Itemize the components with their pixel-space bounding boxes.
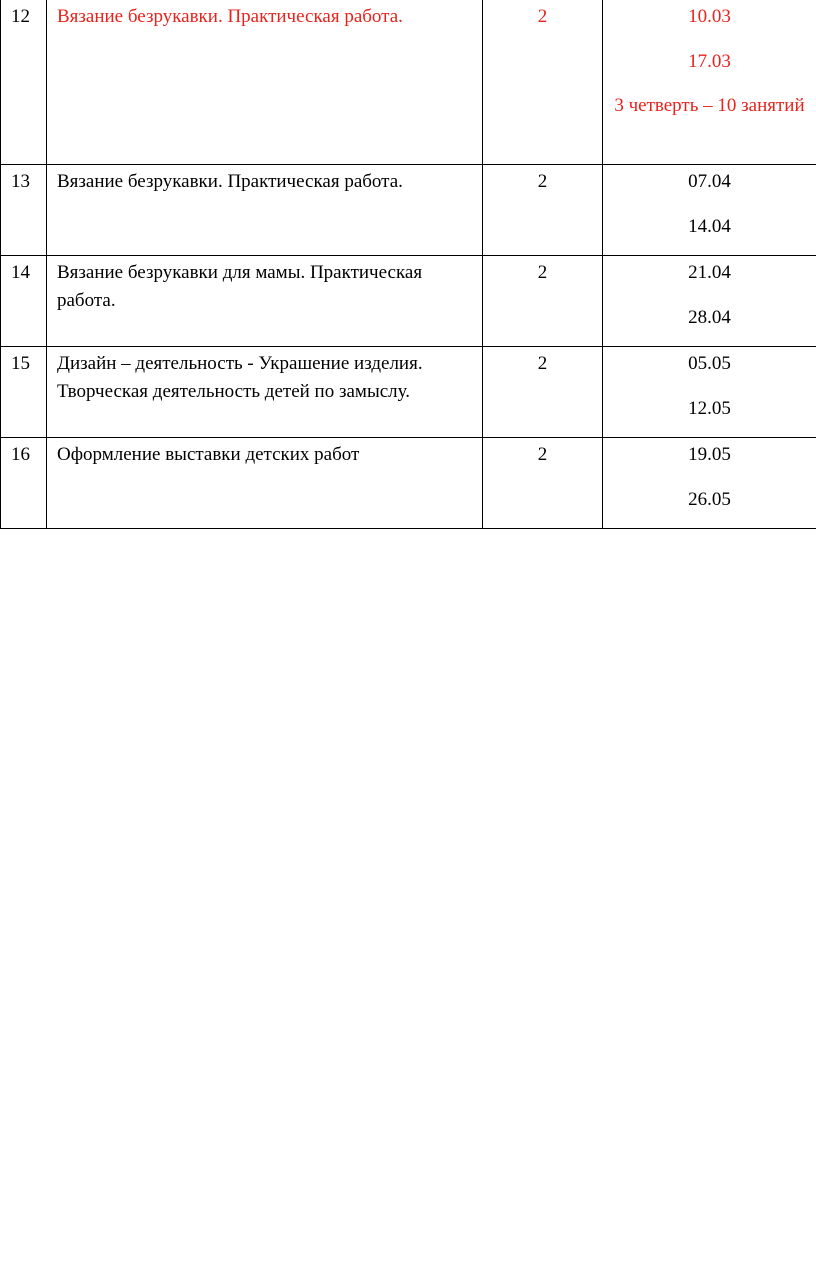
lesson-topic: Вязание безрукавки. Практическая работа. [47, 0, 483, 164]
lesson-dates [603, 0, 816, 164]
lesson-hours: 2 [483, 164, 603, 255]
table-row [1, 164, 816, 255]
lesson-number: 12 [1, 0, 47, 164]
lesson-date: 26.05 [688, 488, 731, 510]
lesson-topic: Вязание безрукавки. Практическая работа. [47, 164, 483, 255]
lesson-dates [603, 255, 816, 346]
lesson-date: 05.05 [688, 352, 731, 374]
lesson-dates [603, 346, 816, 437]
lesson-hours: 2 [483, 255, 603, 346]
lesson-hours: 2 [483, 0, 603, 164]
lesson-plan-table [0, 0, 816, 529]
lesson-topic: Дизайн – деятельность - Украшение изделия. Творческая деятельность детей по замыслу. [47, 346, 483, 437]
lesson-dates [603, 437, 816, 528]
lesson-date: 17.03 [688, 51, 731, 72]
table-row [1, 0, 816, 164]
lesson-date: 07.04 [688, 170, 731, 192]
lesson-number: 14 [1, 255, 47, 346]
lesson-number: 15 [1, 346, 47, 437]
quarter-note: 3 четверть – 10 занятий [614, 95, 805, 116]
lesson-date: 14.04 [688, 215, 731, 237]
lesson-date: 21.04 [688, 261, 731, 283]
lesson-hours: 2 [483, 437, 603, 528]
lesson-date: 10.03 [688, 6, 731, 27]
lesson-date: 19.05 [688, 443, 731, 465]
lesson-number: 16 [1, 437, 47, 528]
table-row [1, 255, 816, 346]
table-row [1, 437, 816, 528]
lesson-date: 28.04 [688, 306, 731, 328]
lesson-topic: Вязание безрукавки для мамы. Практическая работа. [47, 255, 483, 346]
lesson-dates [603, 164, 816, 255]
table-row [1, 346, 816, 437]
lesson-topic: Оформление выставки детских работ [47, 437, 483, 528]
lesson-hours: 2 [483, 346, 603, 437]
lesson-number: 13 [1, 164, 47, 255]
lesson-date: 12.05 [688, 397, 731, 419]
